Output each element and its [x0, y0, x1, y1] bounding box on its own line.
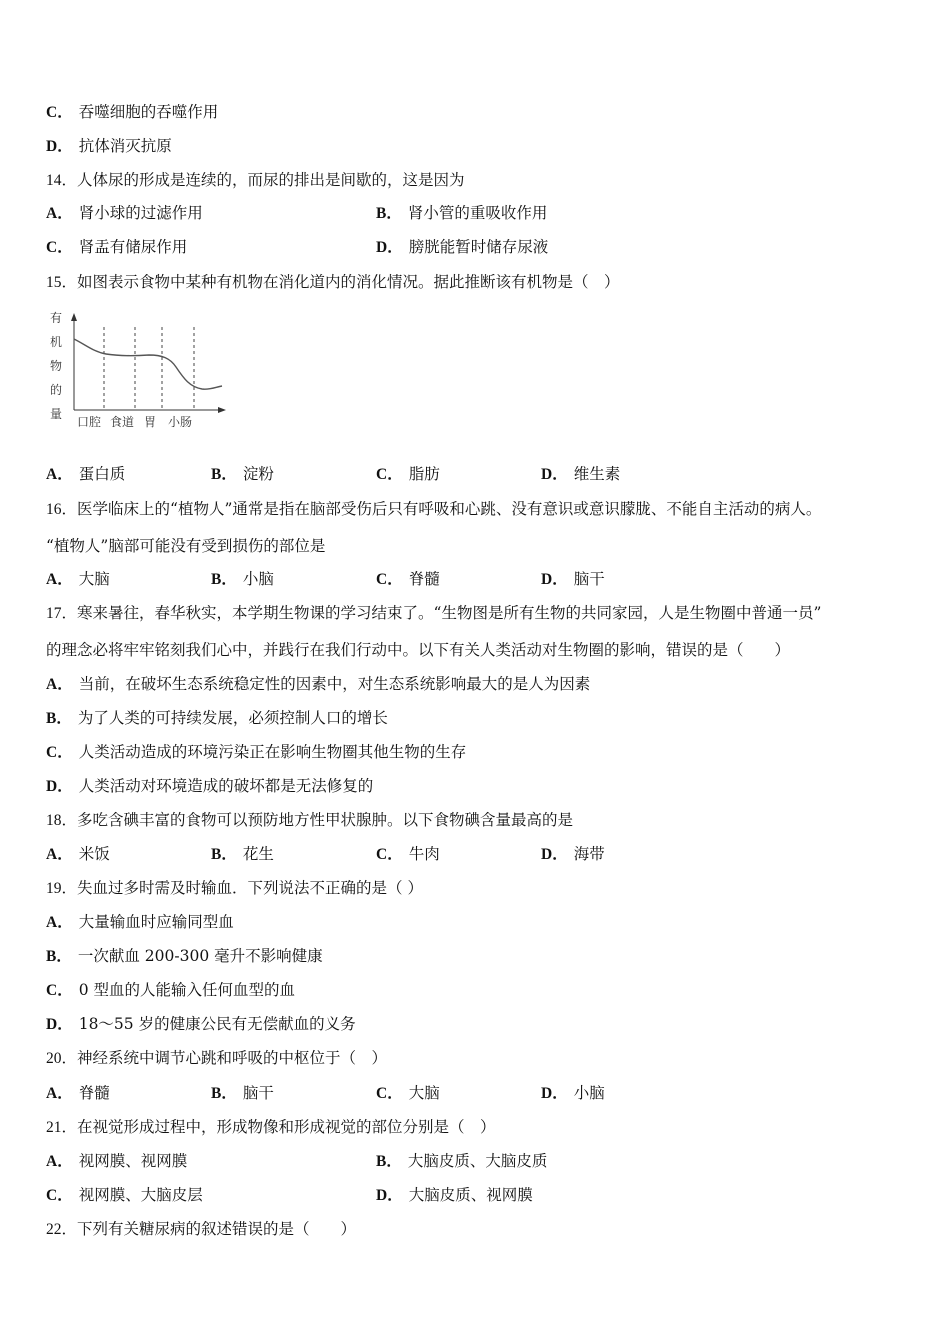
q13-option-c: C． 吞噬细胞的吞噬作用	[46, 103, 219, 121]
q17-stem-line1: 17．寒来暑往，春华秋实，本学期生物课的学习结束了。“生物图是所有生物的共同家园，人是生物圈中普通一员”	[46, 604, 822, 622]
figure-y-label-char: 物	[50, 359, 63, 373]
q19-option-d: D． 18～55 岁的健康公民有无偿献血的义务	[46, 1015, 356, 1033]
q20-option-c: C． 大脑	[376, 1084, 440, 1102]
q21-option-d: D． 大脑皮质、视网膜	[376, 1186, 533, 1204]
q15-option-d: D． 维生素	[541, 465, 621, 483]
q16-option-c: C． 脊髓	[376, 570, 440, 588]
q21-stem: 21．在视觉形成过程中，形成物像和形成视觉的部位分别是（ ）	[46, 1118, 496, 1136]
q13-option-d: D． 抗体消灭抗原	[46, 137, 172, 155]
q17-option-c: C． 人类活动造成的环境污染正在影响生物圈其他生物的生存	[46, 743, 467, 761]
q14-option-a: A． 肾小球的过滤作用	[46, 204, 203, 222]
q15-stem: 15．如图表示食物中某种有机物在消化道内的消化情况。据此推断该有机物是（ ）	[46, 273, 620, 291]
q14-option-c: C． 肾盂有储尿作用	[46, 238, 188, 256]
figure-y-label-char: 量	[50, 407, 63, 421]
q18-stem: 18．多吃含碘丰富的食物可以预防地方性甲状腺肿。以下食物碘含量最高的是	[46, 811, 574, 829]
q18-option-c: C． 牛肉	[376, 845, 440, 863]
q19-option-a: A． 大量输血时应输同型血	[46, 913, 234, 931]
q15-option-a: A． 蛋白质	[46, 465, 126, 483]
q21-option-a: A． 视网膜、视网膜	[46, 1152, 188, 1170]
q16-stem-line1: 16．医学临床上的“植物人”通常是指在脑部受伤后只有呼吸和心跳、没有意识或意识朦胧、不能自主活动的病人。	[46, 500, 822, 518]
figure-y-label-char: 有	[50, 311, 63, 325]
q19-option-c: C． 0 型血的人能输入任何血型的血	[46, 981, 295, 999]
q16-option-b: B． 小脑	[211, 570, 274, 588]
q17-option-d: D． 人类活动对环境造成的破坏都是无法修复的	[46, 777, 374, 795]
q16-option-a: A． 大脑	[46, 570, 110, 588]
q14-option-d: D． 膀胱能暂时储存尿液	[376, 238, 549, 256]
q18-option-d: D． 海带	[541, 845, 605, 863]
q19-option-b: B． 一次献血 200-300 毫升不影响健康	[46, 947, 323, 965]
q21-option-b: B． 大脑皮质、大脑皮质	[376, 1152, 548, 1170]
figure-curve	[74, 339, 222, 389]
figure-x-label: 口腔	[77, 415, 102, 429]
figure-x-label: 胃	[144, 415, 157, 429]
q20-option-a: A． 脊髓	[46, 1084, 110, 1102]
q17-option-b: B． 为了人类的可持续发展，必须控制人口的增长	[46, 709, 388, 727]
figure-x-arrow	[218, 407, 226, 413]
digestion-figure	[44, 305, 234, 433]
q19-stem: 19．失血过多时需及时输血．下列说法不正确的是（ ）	[46, 879, 423, 897]
figure-x-label: 小肠	[168, 415, 193, 429]
q16-stem-line2: “植物人”脑部可能没有受到损伤的部位是	[46, 537, 326, 555]
q15-option-c: C． 脂肪	[376, 465, 440, 483]
q17-option-a: A． 当前，在破坏生态系统稳定性的因素中，对生态系统影响最大的是人为因素	[46, 675, 591, 693]
figure-y-label-char: 机	[50, 335, 63, 349]
figure-x-label: 食道	[110, 415, 135, 429]
q20-stem: 20．神经系统中调节心跳和呼吸的中枢位于（ ）	[46, 1049, 388, 1067]
q22-stem: 22．下列有关糖尿病的叙述错误的是（ ）	[46, 1220, 357, 1238]
q20-option-b: B． 脑干	[211, 1084, 274, 1102]
q15-option-b: B． 淀粉	[211, 465, 274, 483]
q20-option-d: D． 小脑	[541, 1084, 605, 1102]
q14-stem: 14．人体尿的形成是连续的，而尿的排出是间歇的，这是因为	[46, 171, 465, 189]
figure-y-arrow	[71, 313, 77, 321]
q17-stem-line2: 的理念必将牢牢铭刻我们心中，并践行在我们行动中。以下有关人类活动对生物圈的影响，错误的是（ ）	[46, 641, 791, 659]
q14-option-b: B． 肾小管的重吸收作用	[376, 204, 548, 222]
q18-option-a: A． 米饭	[46, 845, 110, 863]
q18-option-b: B． 花生	[211, 845, 274, 863]
q21-option-c: C． 视网膜、大脑皮层	[46, 1186, 203, 1204]
q16-option-d: D． 脑干	[541, 570, 605, 588]
figure-y-label-char: 的	[50, 383, 63, 397]
